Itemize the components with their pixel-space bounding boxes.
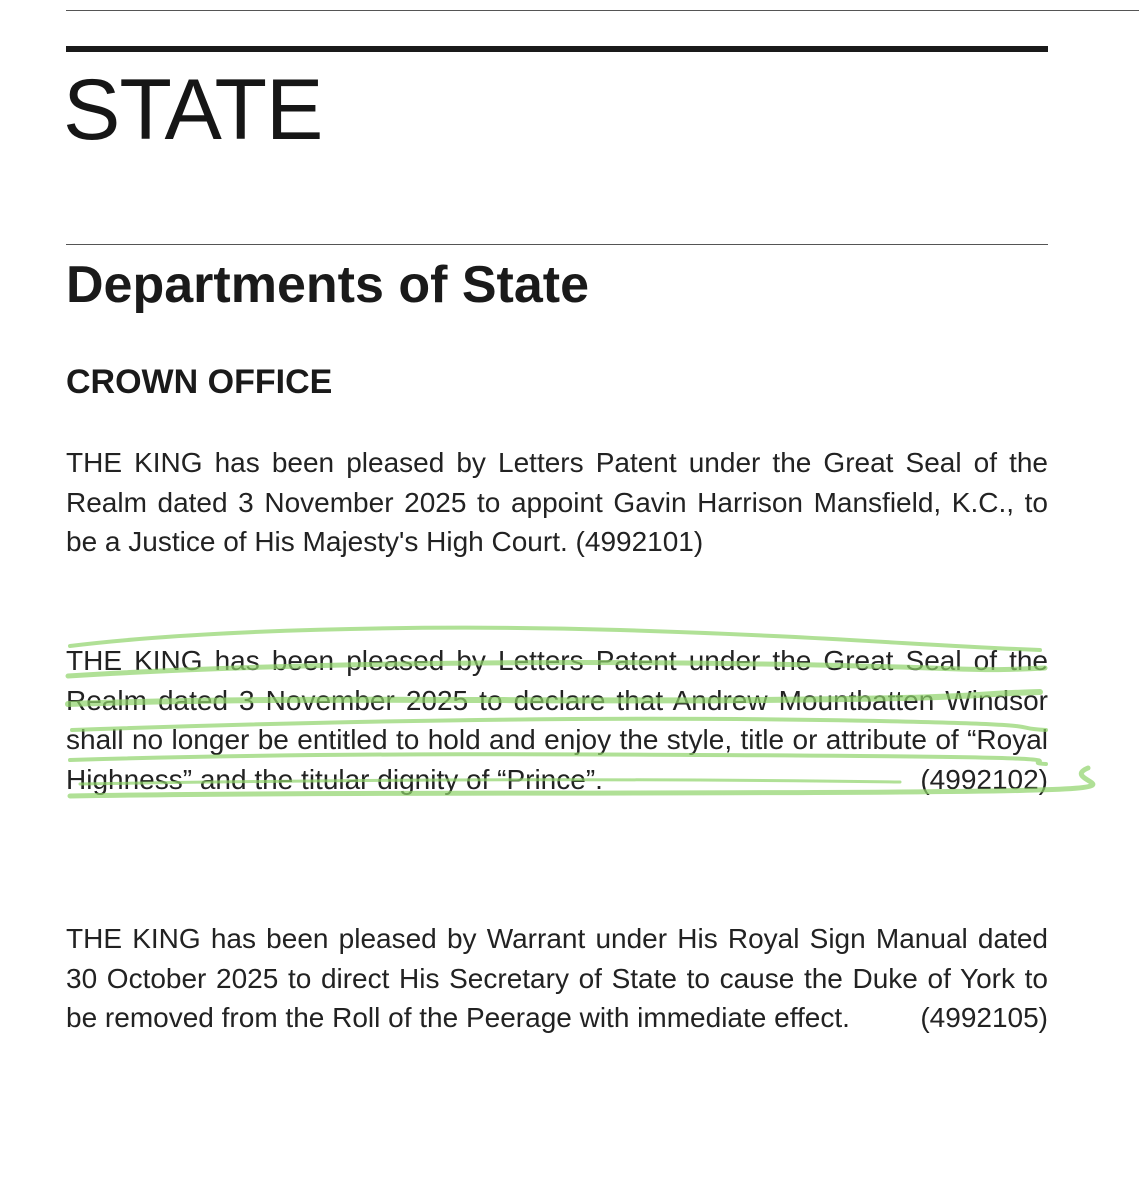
top-thick-rule [66,46,1048,52]
department-rule [66,244,1048,245]
notice-text: THE KING has been pleased by Letters Patent under the Great Seal of the Realm dated 3 November 2025 to appoint Gavin Harrison Mansfield, K.C., to be a Justice of His Majesty's High Court. [66,447,1048,557]
notice-reference: (4992101) [575,526,704,557]
notice-text: THE KING has been pleased by Warrant under His Royal Sign Manual dated 30 October 2025 to direct His Secretary of State to cause the Duke of York to be removed from the Roll of the Peerage with immediate effect. [66,923,1048,1033]
notice-reference: (4992105) [920,1002,1048,1033]
department-title: Departments of State [66,256,589,314]
notice-prince-title [66,641,1048,799]
notice-reference: (4992102) [920,763,1048,795]
notice-appointment [66,443,1048,562]
office-title: CROWN OFFICE [66,363,333,401]
notice-peerage-roll [66,919,1048,1038]
notice-text: THE KING has been pleased by Letters Patent under the Great Seal of the Realm dated 3 November 2025 to declare that Andrew Mountbatten Windsor shall no longer be entitled to hold and enjoy the style, title or attribute of “Royal Highness” and the titular dignity of “Prince”. [66,645,1048,795]
top-thin-rule [66,10,1139,11]
section-title: STATE [63,62,323,158]
